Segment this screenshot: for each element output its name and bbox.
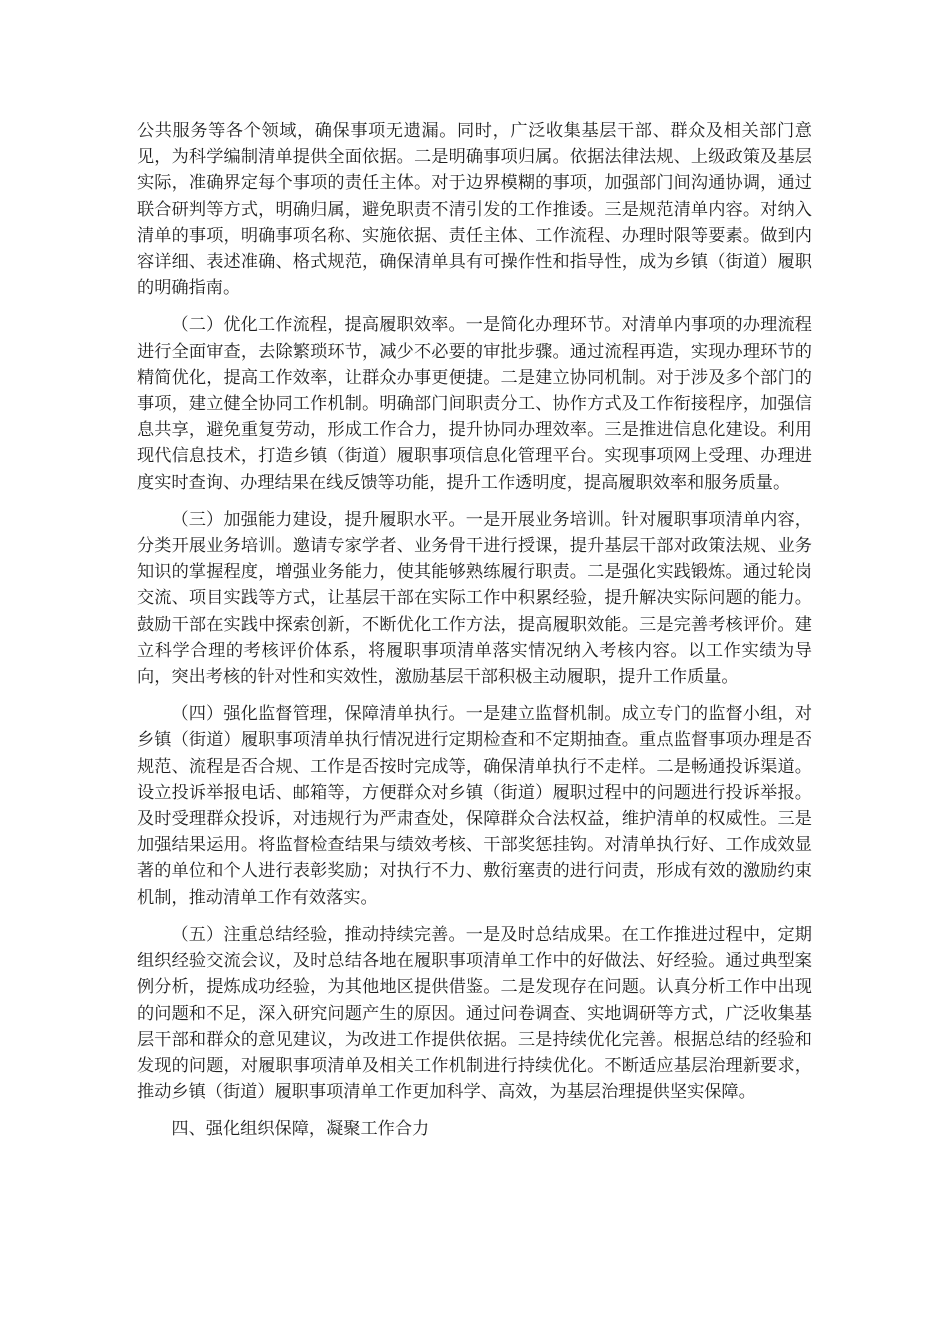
section-heading: 四、强化组织保障，凝聚工作合力 bbox=[171, 1119, 430, 1140]
document-body bbox=[137, 118, 812, 1143]
paragraph-section-5: （五）注重总结经验，推动持续完善。一是及时总结成果。在工作推进过程中，定期组织经验交流会议，及时总结各地在履职事项清单工作中的好做法、好经验。通过典型案例分析，提炼成功经验，为其他地区提供借鉴。二是发现存在问题。认真分析工作中出现的问题和不足，深入研究问题产生的原因。通过问卷调查、实地调研等方式，广泛收集基层干部和群众的意见建议，为改进工作提供依据。三是持续优化完善。根据总结的经验和发现的问题，对履职事项清单及相关工作机制进行持续优化。不断适应基层治理新要求，推动乡镇（街道）履职事项清单工作更加科学、高效，为基层治理提供坚实保障。 bbox=[137, 924, 812, 1103]
paragraph-section-2: （二）优化工作流程，提高履职效率。一是简化办理环节。对清单内事项的办理流程进行全面审查，去除繁琐环节，减少不必要的审批步骤。通过流程再造，实现办理环节的精简优化，提高工作效率，让群众办事更便捷。二是建立协同机制。对于涉及多个部门的事项，建立健全协同工作机制。明确部门间职责分工、协作方式及工作衔接程序，加强信息共享，避免重复劳动，形成工作合力，提升协同办理效率。三是推进信息化建设。利用现代信息技术，打造乡镇（街道）履职事项信息化管理平台。实现事项网上受理、办理进度实时查询、办理结果在线反馈等功能，提升工作透明度，提高履职效率和服务质量。 bbox=[137, 315, 812, 493]
paragraph-section-3: （三）加强能力建设，提升履职水平。一是开展业务培训。针对履职事项清单内容，分类开展业务培训。邀请专家学者、业务骨干进行授课，提升基层干部对政策法规、业务知识的掌握程度，增强业务能力，使其能够熟练履行职责。二是强化实践锻炼。通过轮岗交流、项目实践等方式，让基层干部在实际工作中积累经验，提升解决实际问题的能力。鼓励干部在实践中探索创新，不断优化工作方法，提高履职效能。三是完善考核评价。建立科学合理的考核评价体系，将履职事项清单落实情况纳入考核内容。以工作实绩为导向，突出考核的针对性和实效性，激励基层干部积极主动履职，提升工作质量。 bbox=[137, 509, 812, 688]
paragraph-continued: 公共服务等各个领域，确保事项无遗漏。同时，广泛收集基层干部、群众及相关部门意见，为科学编制清单提供全面依据。二是明确事项归属。依据法律法规、上级政策及基层实际，准确界定每个事项的责任主体。对于边界模糊的事项，加强部门间沟通协调，通过联合研判等方式，明确归属，避免职责不清引发的工作推诿。三是规范清单内容。对纳入清单的事项，明确事项名称、实施依据、责任主体、工作流程、办理时限等要素。做到内容详细、表述准确、格式规范，确保清单具有可操作性和指导性，成为乡镇（街道）履职的明确指南。 bbox=[137, 121, 812, 299]
paragraph-section-4: （四）强化监督管理，保障清单执行。一是建立监督机制。成立专门的监督小组，对乡镇（街道）履职事项清单执行情况进行定期检查和不定期抽查。重点监督事项办理是否规范、流程是否合规、工作是否按时完成等，确保清单执行不走样。二是畅通投诉渠道。设立投诉举报电话、邮箱等，方便群众对乡镇（街道）履职过程中的问题进行投诉举报。及时受理群众投诉，对违规行为严肃查处，保障群众合法权益，维护清单的权威性。三是加强结果运用。将监督检查结果与绩效考核、干部奖惩挂钩。对清单执行好、工作成效显著的单位和个人进行表彰奖励；对执行不力、敷衍塞责的进行问责，形成有效的激励约束机制，推动清单工作有效落实。 bbox=[137, 704, 812, 908]
